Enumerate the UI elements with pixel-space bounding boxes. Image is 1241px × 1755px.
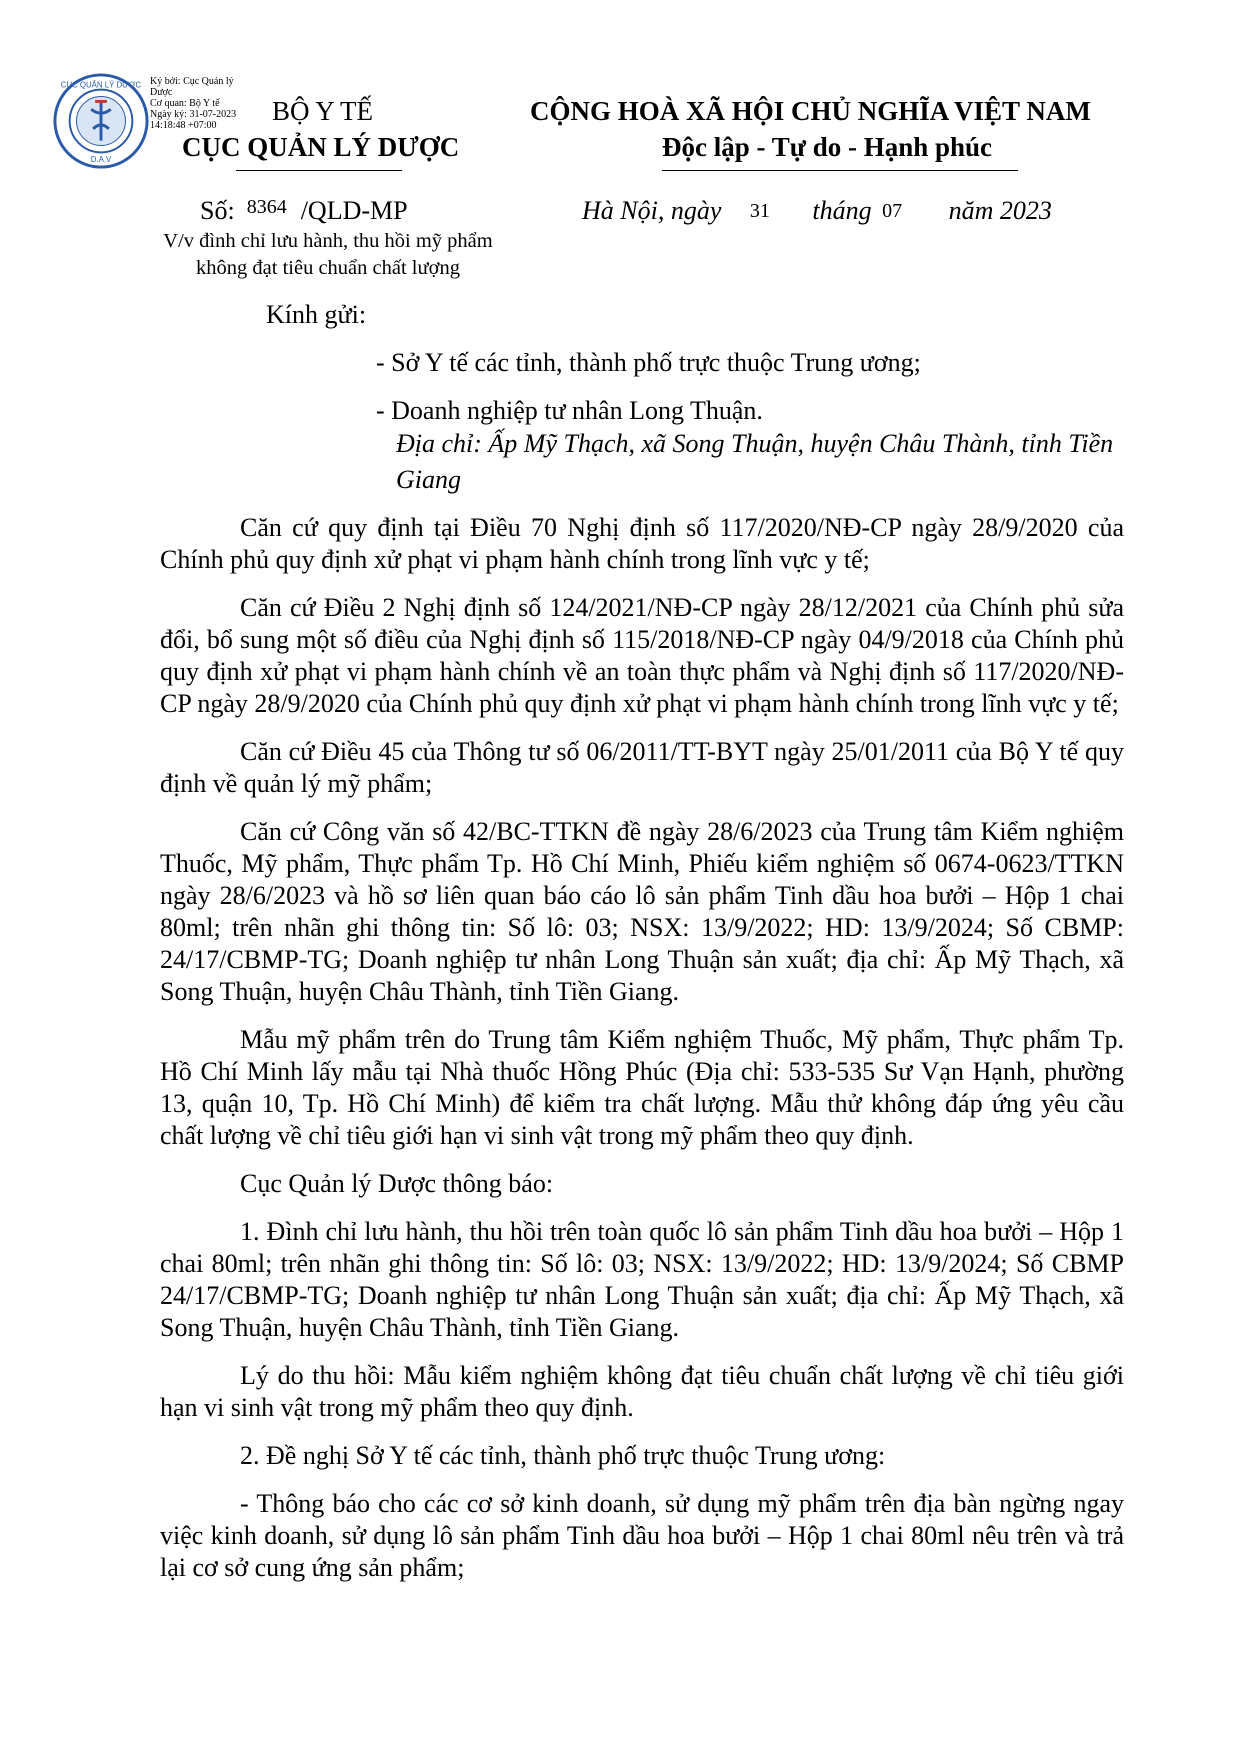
svg-text:CỤC QUẢN LÝ DƯỢC: CỤC QUẢN LÝ DƯỢC <box>60 80 142 90</box>
recipient-item: - Sở Y tế các tỉnh, thành phố trực thuộc Trung ương; <box>376 348 921 377</box>
recipient-item: - Doanh nghiệp tư nhân Long Thuận. <box>376 396 763 425</box>
divider <box>236 170 402 171</box>
paragraph: Căn cứ Điều 2 Nghị định số 124/2021/NĐ-CP ngày 28/12/2021 của Chính phủ sửa đổi, bổ sung một số điều của Nghị định số 115/2018/NĐ-CP ngày 04/9/2018 của Chính phủ quy định xử phạt vi phạm hành chính về an toàn thực phẩm và Nghị định số 117/2020/NĐ-CP ngày 28/9/2020 của Chính phủ quy định xử phạt vi phạm hành chính trong lĩnh vực y tế; <box>160 593 1124 718</box>
department-name: CỤC QUẢN LÝ DƯỢC <box>182 132 460 162</box>
country-name: CỘNG HOÀ XÃ HỘI CHỦ NGHĨA VIỆT NAM <box>530 96 1091 126</box>
seal-logo-icon <box>52 72 150 170</box>
date-year: năm 2023 <box>948 196 1052 225</box>
paragraph: Căn cứ quy định tại Điều 70 Nghị định số 117/2020/NĐ-CP ngày 28/9/2020 của Chính phủ quy định xử phạt vi phạm hành chính trong lĩnh vực y tế; <box>160 513 1124 574</box>
paragraph: - Thông báo cho các cơ sở kinh doanh, sử dụng mỹ phẩm trên địa bàn ngừng ngay việc kinh doanh, sử dụng lô sản phẩm Tinh dầu hoa bưởi – Hộp 1 chai 80ml nêu trên và trả lại cơ sở cung ứng sản phẩm; <box>160 1489 1124 1582</box>
paragraph: Căn cứ Công văn số 42/BC-TTKN đề ngày 28/6/2023 của Trung tâm Kiểm nghiệm Thuốc, Mỹ phẩm, Thực phẩm Tp. Hồ Chí Minh, Phiếu kiểm nghiệm số 0674-0623/TTKN ngày 28/6/2023 và hồ sơ liên quan báo cáo lô sản phẩm Tinh dầu hoa bưởi – Hộp 1 chai 80ml; trên nhãn ghi thông tin: Số lô: 03; NSX: 13/9/2022; HD: 13/9/2024; Số CBMP: 24/17/CBMP-TG; Doanh nghiệp tư nhân Long Thuận sản xuất; địa chỉ: Ấp Mỹ Thạch, xã Song Thuận, huyện Châu Thành, tỉnh Tiền Giang. <box>160 817 1124 1006</box>
paragraph: Cục Quản lý Dược thông báo: <box>240 1169 554 1198</box>
document-body <box>160 512 1124 1600</box>
signature-line: Cơ quan: Bộ Y tế <box>150 98 220 109</box>
number-value: 8364 <box>246 196 287 218</box>
date-month: 07 <box>882 200 903 222</box>
ministry-name: BỘ Y TẾ <box>272 96 373 126</box>
document-subject: V/v đình chỉ lưu hành, thu hồi mỹ phẩm không đạt tiêu chuẩn chất lượng <box>163 230 493 279</box>
signature-line: Ký bởi: Cục Quản lý Dược <box>150 76 234 98</box>
recipient-address: Địa chỉ: Ấp Mỹ Thạch, xã Song Thuận, huyện Châu Thành, tỉnh Tiền Giang <box>396 429 1114 494</box>
svg-text:D.A.V: D.A.V <box>90 155 112 165</box>
digital-signature-info <box>150 76 245 131</box>
paragraph: Lý do thu hồi: Mẫu kiểm nghiệm không đạt tiêu chuẩn chất lượng về chỉ tiêu giới hạn vi sinh vật trong mỹ phẩm theo quy định. <box>160 1361 1124 1422</box>
paragraph: 1. Đình chỉ lưu hành, thu hồi trên toàn quốc lô sản phẩm Tinh dầu hoa bưởi – Hộp 1 chai 80ml; trên nhãn ghi thông tin: Số lô: 03; NSX: 13/9/2022; HD: 13/9/2024; Số CBMP 24/17/CBMP-TG; Doanh nghiệp tư nhân Long Thuận sản xuất; địa chỉ: Ấp Mỹ Thạch, xã Song Thuận, huyện Châu Thành, tỉnh Tiền Giang. <box>160 1217 1124 1342</box>
greeting: Kính gửi: <box>266 300 367 329</box>
national-motto: Độc lập - Tự do - Hạnh phúc <box>662 132 993 162</box>
number-label: Số: <box>200 196 235 225</box>
date-day: 31 <box>749 200 770 222</box>
paragraph: 2. Đề nghị Sở Y tế các tỉnh, thành phố trực thuộc Trung ương: <box>240 1441 886 1470</box>
divider <box>662 170 1018 171</box>
number-code: /QLD-MP <box>300 196 408 225</box>
document-number <box>200 196 408 226</box>
date-prefix: Hà Nội, ngày <box>582 196 722 225</box>
document-date <box>582 196 1052 226</box>
paragraph: Căn cứ Điều 45 của Thông tư số 06/2011/TT-BYT ngày 25/01/2011 của Bộ Y tế quy định về quản lý mỹ phẩm; <box>160 737 1124 798</box>
signature-line: Ngày ký: 31-07-2023 14:18:48 +07:00 <box>150 109 237 131</box>
date-month-label: tháng <box>812 196 872 225</box>
paragraph: Mẫu mỹ phẩm trên do Trung tâm Kiểm nghiệm Thuốc, Mỹ phẩm, Thực phẩm Tp. Hồ Chí Minh lấy mẫu tại Nhà thuốc Hồng Phúc (Địa chỉ: 533-535 Sư Vạn Hạnh, phường 13, quận 10, Tp. Hồ Chí Minh) để kiểm tra chất lượng. Mẫu thử không đáp ứng yêu cầu chất lượng về chỉ tiêu giới hạn vi sinh vật trong mỹ phẩm theo quy định. <box>160 1025 1124 1150</box>
